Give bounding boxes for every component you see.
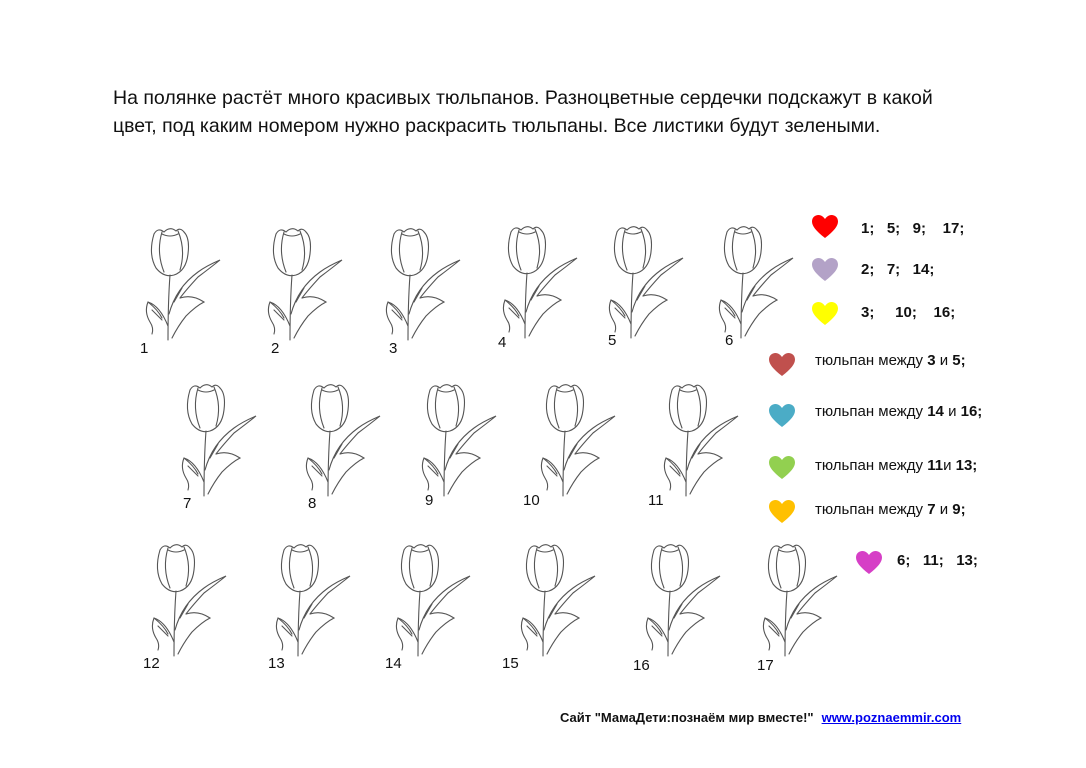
tulip-number: 3 <box>389 340 398 357</box>
tulip-outline[interactable] <box>146 538 230 660</box>
tulip-outline[interactable] <box>535 378 619 500</box>
tulip-number: 14 <box>385 655 402 672</box>
heart-icon <box>769 456 795 480</box>
instructions-text: На полянке растёт много красивых тюльпанов. Разноцветные сердечки подскажут в какой цвет, под каким номером нужно раскрасить тюльпаны. Все листики будут зелеными. <box>113 87 933 137</box>
site-link[interactable]: www.poznaemmir.com <box>821 710 962 725</box>
tulip-number: 13 <box>268 655 285 672</box>
tulip-number: 4 <box>498 334 507 351</box>
footer <box>560 710 961 725</box>
tulip-outline[interactable] <box>658 378 742 500</box>
tulip-outline[interactable] <box>262 222 346 344</box>
legend-text: тюльпан между 14 и 16; <box>815 403 983 420</box>
tulip-outline[interactable] <box>640 538 724 660</box>
tulip-number: 15 <box>502 655 519 672</box>
tulip-number: 9 <box>425 492 434 509</box>
tulip-outline[interactable] <box>176 378 260 500</box>
tulip-number: 11 <box>648 492 664 509</box>
legend-text: тюльпан между 11и 13; <box>815 457 978 474</box>
heart-icon <box>769 500 795 524</box>
tulip-outline[interactable] <box>497 220 581 342</box>
legend-text: тюльпан между 3 и 5; <box>815 352 966 369</box>
legend-text: 3; 10; 16; <box>861 304 956 321</box>
heart-icon <box>812 302 838 326</box>
tulip-number: 12 <box>143 655 160 672</box>
tulip-outline[interactable] <box>757 538 841 660</box>
tulip-number: 5 <box>608 332 617 349</box>
tulip-number: 6 <box>725 332 734 349</box>
tulip-number: 8 <box>308 495 317 512</box>
tulip-outline[interactable] <box>270 538 354 660</box>
tulip-number: 2 <box>271 340 280 357</box>
tulip-number: 7 <box>183 495 192 512</box>
tulip-outline[interactable] <box>416 378 500 500</box>
site-credit: Сайт "МамаДети:познаём мир вместе!" <box>560 710 814 725</box>
tulip-outline[interactable] <box>603 220 687 342</box>
tulip-number: 16 <box>633 657 650 674</box>
heart-icon <box>812 215 838 239</box>
legend-text: 2; 7; 14; <box>861 261 935 278</box>
tulip-outline[interactable] <box>390 538 474 660</box>
tulip-number: 1 <box>140 340 149 357</box>
heart-icon <box>769 353 795 377</box>
tulip-outline[interactable] <box>140 222 224 344</box>
tulip-number: 17 <box>757 657 774 674</box>
tulip-outline[interactable] <box>713 220 797 342</box>
tulip-outline[interactable] <box>515 538 599 660</box>
tulip-outline[interactable] <box>380 222 464 344</box>
legend-text: 1; 5; 9; 17; <box>861 220 965 237</box>
heart-icon <box>856 551 882 575</box>
legend-text: тюльпан между 7 и 9; <box>815 501 966 518</box>
legend-text: 6; 11; 13; <box>897 552 978 569</box>
tulip-number: 10 <box>523 492 540 509</box>
heart-icon <box>812 258 838 282</box>
tulip-outline[interactable] <box>300 378 384 500</box>
heart-icon <box>769 404 795 428</box>
